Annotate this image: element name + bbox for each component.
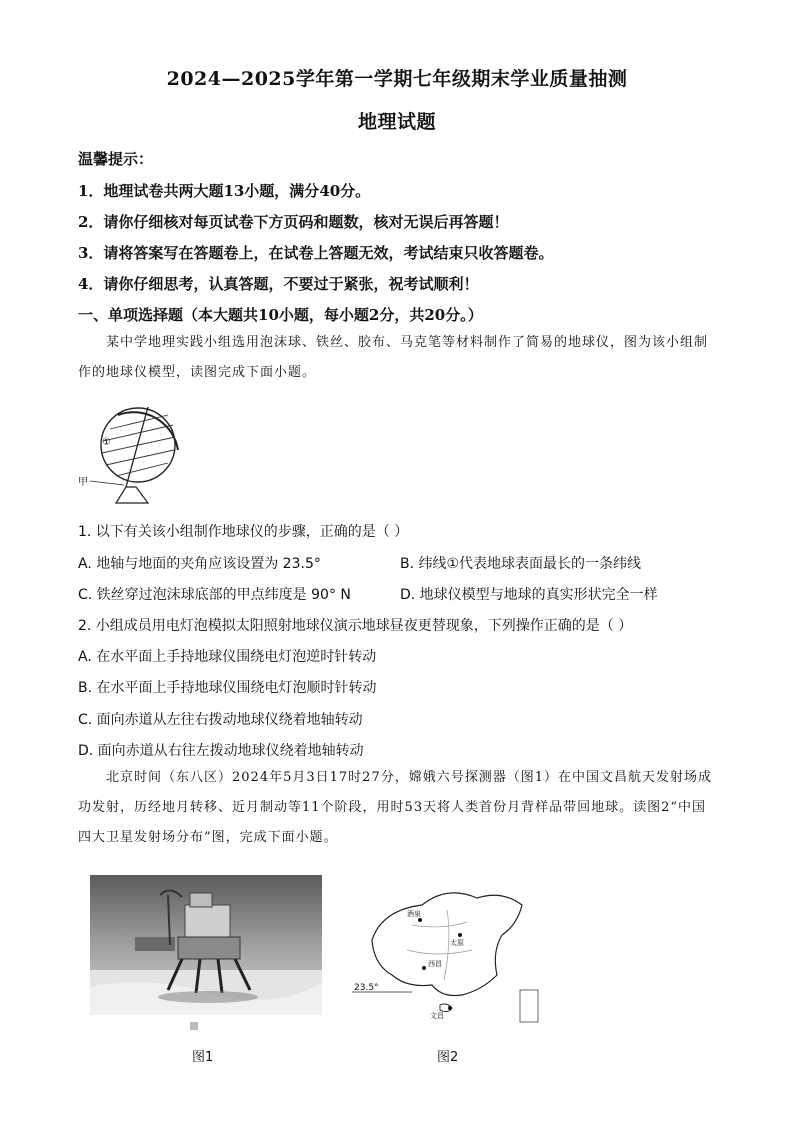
passage-globe: 某中学地理实践小组选用泡沫球、铁丝、胶布、马克笔等材料制作了简易的地球仪，图为该小组制作的地球仪模型，读图完成下面小题。 [78, 335, 709, 380]
site-label-xichang: 西昌 [428, 960, 442, 968]
latitude-label: ① [102, 437, 111, 448]
passage-change6: 北京时间（东八区）2024年5月3日17时27分，嫦娥六号探测器（图1）在中国文昌航天发射场成功发射，历经地月转移、近月制动等11个阶段，用时53天将人类首份月背样品带回地球。读图2“中国四大卫星发射场分布”图，完成下面小题。 [78, 770, 712, 845]
site-label-wenchang: 文昌 [430, 1012, 444, 1020]
q2-option-d: D. 面向赤道从右往左拨动地球仪绕着地轴转动 [78, 743, 364, 759]
q2-option-b: B. 在水平面上手持地球仪围绕电灯泡顺时针转动 [78, 680, 377, 696]
q1-option-d: D. 地球仪模型与地球的真实形状完全一样 [400, 587, 658, 603]
q1-option-a: A. 地轴与地面的夹角应该设置为 23.5° [78, 556, 321, 572]
notice-heading: 温馨提示： [78, 150, 154, 168]
q1-option-b: B. 纬线①代表地球表面最长的一条纬线 [400, 556, 642, 572]
globe-model-figure [78, 395, 188, 510]
q1-option-c: C. 铁丝穿过泡沫球底部的甲点纬度是 90° N [78, 587, 351, 603]
lander-photo [90, 875, 322, 1015]
china-launch-sites-map [352, 880, 542, 1030]
scan-mark [190, 1022, 198, 1030]
notice-item-2: 2．请你仔细核对每页试卷下方页码和题数，核对无误后再答题！ [78, 213, 509, 231]
site-label-jiuquan: 酒泉 [407, 910, 421, 918]
notice-item-4: 4．请你仔细思考，认真答题，不要过于紧张，祝考试顺利！ [78, 275, 479, 293]
notice-item-3: 3．请将答案写在答题卷上，在试卷上答题无效，考试结束只收答题卷。 [78, 244, 554, 262]
point-label: 甲 [78, 477, 88, 488]
q1-stem: 1. 以下有关该小组制作地球仪的步骤，正确的是（ ） [78, 524, 409, 540]
site-label-taiyuan: 太原 [450, 939, 464, 947]
exam-subtitle: 地理试题 [357, 111, 436, 133]
exam-title: 2024—2025学年第一学期七年级期末学业质量抽测 [166, 68, 628, 90]
section-heading: 一、单项选择题（本大题共10小题，每小题2分，共20分。） [78, 306, 483, 324]
q2-option-a: A. 在水平面上手持地球仪围绕电灯泡逆时针转动 [78, 649, 377, 665]
latitude-23-5-label: 23.5° [354, 983, 379, 993]
q2-option-c: C. 面向赤道从左往右拨动地球仪绕着地轴转动 [78, 712, 363, 728]
figure2-caption: 图2 [437, 1050, 459, 1065]
notice-item-1: 1．地理试卷共两大题13小题，满分40分。 [78, 182, 371, 200]
figure1-caption: 图1 [192, 1050, 214, 1065]
q2-stem: 2. 小组成员用电灯泡模拟太阳照射地球仪演示地球昼夜更替现象，下列操作正确的是（ ） [78, 618, 633, 634]
